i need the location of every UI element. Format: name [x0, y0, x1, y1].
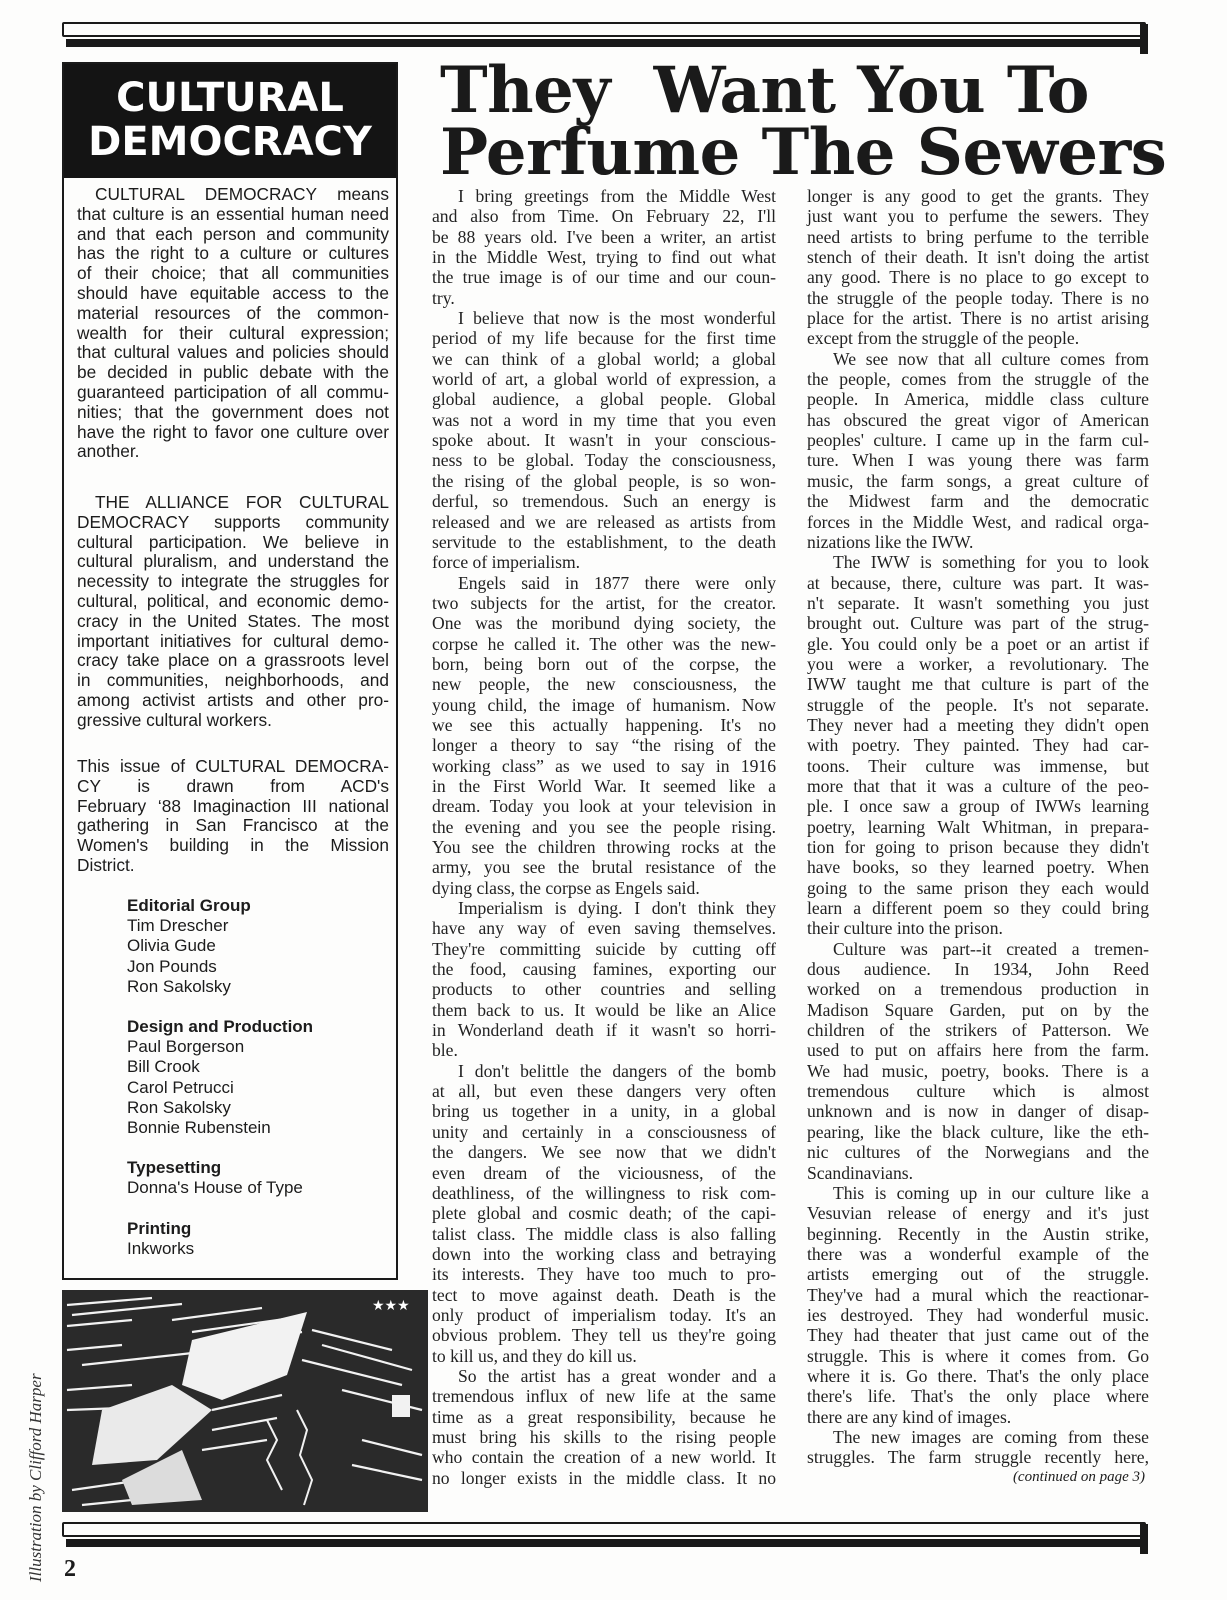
text-line: forces in the Middle West, and radical orga-	[807, 511, 1149, 532]
text-line: wealth for their cultural expression;	[77, 322, 389, 343]
text-line: struggle of the people. It's not separate.	[807, 694, 1149, 715]
text-line: One was the moribund dying society, the	[432, 613, 776, 634]
text-line: toons. Their culture was immense, but	[807, 755, 1149, 776]
text-line: cracy take place on a grassroots level	[77, 650, 389, 671]
text-line: corpse he called it. The other was the new-	[432, 633, 776, 654]
text-line: no longer exists in the middle class. It no	[432, 1467, 776, 1488]
text-line: learn a different poem so they could bring	[807, 898, 1149, 919]
text-line: people. In America, middle class culture	[807, 389, 1149, 410]
credit-name: Bill Crook	[127, 1057, 200, 1077]
text-line: tect to move against death. Death is the	[432, 1284, 776, 1305]
text-line: gressive cultural workers.	[77, 709, 272, 730]
text-line: tion for going to prison because they didn't	[807, 837, 1149, 857]
text-line: bring us together in a unity, in a global	[432, 1101, 776, 1122]
text-line: place for the artist. There is no artist arising	[807, 308, 1149, 329]
text-line: be decided in public debate with the	[77, 362, 389, 383]
credit-name: Carol Petrucci	[127, 1077, 234, 1097]
text-line: global audience, a global people. Global	[432, 389, 776, 410]
text-line: Madison Square Garden, put on by the	[807, 999, 1149, 1020]
text-line: gle. You could only be a poet or an artist if	[807, 633, 1149, 654]
article-column-1	[432, 186, 776, 1488]
credit-group	[127, 1158, 313, 1198]
headline-line: They Want You To	[440, 53, 1089, 128]
text-line: has the right to a culture or cultures	[77, 243, 389, 264]
article-paragraph	[807, 939, 1149, 1183]
text-line: We had music, poetry, books. There is a	[807, 1060, 1149, 1081]
bottom-rule-hook	[1140, 1524, 1148, 1554]
sidebar-paragraph	[77, 757, 389, 876]
text-line: unknown and is now in danger of disap-	[807, 1101, 1149, 1122]
text-line: army, you see the brutal resistance of the	[432, 857, 776, 878]
text-line: have the right to favor one culture over	[77, 421, 389, 442]
headline	[440, 53, 1167, 190]
text-line: IWW taught me that culture is part of the	[807, 674, 1149, 695]
continued-note: (continued on page 3)	[1012, 1469, 1145, 1485]
text-line: there are any kind of images.	[807, 1406, 1012, 1427]
text-line: the struggle of the people today. There is no	[807, 287, 1149, 308]
text-line: the true image is of our time and our coun-	[432, 267, 776, 288]
text-line: the food, causing famines, exporting our	[432, 959, 776, 980]
credit-group	[127, 1017, 313, 1138]
article-paragraph	[432, 1366, 776, 1488]
text-line: new people, the new consciousness, the	[432, 674, 776, 695]
text-line: Scandinavians.	[807, 1162, 914, 1183]
text-line: and that each person and community	[77, 223, 389, 244]
text-line: ple. I once saw a group of IWWs learning	[807, 796, 1149, 817]
text-line: just want you to perfume the sewers. They	[807, 206, 1149, 227]
text-line: February ‘88 Imaginaction III national	[77, 795, 389, 816]
text-line: at because, there, culture was part. It was-	[807, 572, 1149, 593]
text-line: This is coming up in our culture like a	[833, 1182, 1149, 1203]
credit-heading: Editorial Group	[127, 896, 251, 915]
headline-line: Perfume The Sewers	[440, 115, 1167, 190]
text-line: two subjects for the artist, for the creator.	[432, 592, 776, 613]
text-line: you were a worker, a revolutionary. The	[807, 653, 1149, 674]
bottom-rule-frame	[62, 1522, 1146, 1537]
article-column-2	[807, 186, 1149, 1468]
text-line: music, the farm songs, a great culture of	[807, 470, 1149, 491]
text-line: obvious problem. They tell us they're going	[432, 1325, 776, 1346]
text-line: the evening and you see the people rising.	[432, 816, 776, 837]
text-line: of their choice; that all communities	[77, 263, 389, 284]
text-line: Culture was part--it created a tremen-	[833, 938, 1149, 959]
text-line: longer a theory to say “the rising of the	[432, 735, 776, 756]
text-line: down into the working class and betraying	[432, 1243, 776, 1264]
text-line: in the Middle West, trying to find out what	[432, 247, 776, 268]
text-line: So the artist has a great wonder and a	[458, 1365, 776, 1386]
text-line: DEMOCRACY supports community	[77, 511, 389, 532]
text-line: used to put on affairs here from the farm.	[807, 1040, 1149, 1061]
credit-heading: Design and Production	[127, 1017, 314, 1037]
text-line: and also from Time. On February 22, I'll	[432, 206, 776, 227]
text-line: Women's building in the Mission	[77, 835, 389, 856]
credit-name: Donna's House of Type	[127, 1178, 303, 1198]
credit-name: Bonnie Rubenstein	[127, 1118, 271, 1138]
text-line: This issue of CULTURAL DEMOCRA-	[77, 756, 389, 776]
text-line: its interests. They have too much to pro-	[432, 1264, 776, 1285]
text-line: we can think of a global world; a global	[432, 348, 776, 369]
top-rule-bar	[66, 39, 1146, 47]
text-line: I bring greetings from the Middle West	[458, 186, 776, 206]
text-line: in the First World War. It seemed like a	[432, 775, 776, 796]
text-line: Imperialism is dying. I don't think they	[458, 898, 776, 919]
text-line: young child, the image of humanism. Now	[432, 694, 776, 715]
text-line: I believe that now is the most wonderful	[458, 308, 776, 329]
text-line: CY is drawn from ACD's	[77, 775, 389, 796]
text-line: that cultural values and policies should	[77, 342, 389, 363]
text-line: struggle. This is where it comes from. Go	[807, 1345, 1149, 1366]
text-line: gathering in San Francisco at the	[77, 815, 389, 836]
text-line: cultural pluralism, and understand the	[77, 551, 389, 572]
text-line: have any way of even saving themselves.	[432, 918, 776, 939]
text-line: that culture is an essential human need	[77, 203, 389, 224]
text-line: They've had a mural which the reactionar-	[807, 1284, 1149, 1305]
text-line: nic cultures of the Norwegians and the	[807, 1142, 1149, 1163]
text-line: talist class. The middle class is also falling	[432, 1223, 776, 1244]
text-line: peoples' culture. I came up in the farm cul-	[807, 430, 1149, 451]
text-line: going to the same prison they each would	[807, 877, 1149, 898]
text-line: stench of their death. It isn't doing the artist	[807, 247, 1149, 268]
text-line: only product of imperialism today. It's an	[432, 1304, 776, 1325]
credit-name: Olivia Gude	[127, 936, 216, 956]
sidebar-masthead	[64, 64, 396, 178]
text-line: brought out. Culture was part of the strug-	[807, 613, 1149, 634]
credit-heading: Printing	[127, 1218, 192, 1238]
text-line: District.	[77, 854, 135, 875]
credit-name: Ron Sakolsky	[127, 1097, 231, 1117]
text-line: must bring his skills to the rising people	[432, 1426, 776, 1447]
text-line: beginning. Recently in the Austin strike,	[807, 1223, 1149, 1244]
illustration-credit: Illustration by Clifford Harper	[26, 1373, 45, 1582]
credit-name: Inkworks	[127, 1238, 195, 1258]
text-line: has obscured the great vigor of American	[807, 409, 1149, 430]
text-line: where it is. Go there. That's the only place	[807, 1365, 1149, 1386]
text-line: They never had a meeting they didn't open	[807, 714, 1149, 735]
text-line: try.	[432, 287, 455, 308]
article-paragraph	[432, 1061, 776, 1366]
text-line: ies destroyed. They had wonderful music.	[807, 1304, 1149, 1325]
text-line: world of art, a global world of expression, a	[432, 369, 776, 390]
text-line: cultural participation. We believe in	[77, 531, 389, 552]
credit-name: Paul Borgerson	[127, 1037, 245, 1057]
text-line: I don't belittle the dangers of the bomb	[458, 1060, 776, 1081]
text-line: dying class, the corpse as Engels said.	[432, 877, 700, 898]
text-line: servitude to the establishment, to the death	[432, 531, 776, 552]
credit-name: Tim Drescher	[127, 916, 229, 936]
text-line: except from the struggle of the people.	[807, 328, 1080, 349]
text-line: should have equitable access to the	[77, 282, 389, 303]
text-line: They had theater that just came out of the	[807, 1325, 1149, 1346]
page-number: 2	[64, 1556, 76, 1582]
text-line: who contain the creation of a new world. It	[432, 1447, 776, 1468]
article-paragraph	[432, 308, 776, 572]
text-line: children of the strikers of Patterson. We	[807, 1020, 1149, 1041]
credit-group	[127, 896, 313, 997]
text-line: worked on a tremendous production in	[807, 979, 1149, 1000]
text-line: in communities, neighborhoods, and	[77, 670, 389, 691]
text-line: at all, but even these dangers very often	[432, 1081, 776, 1102]
text-line: artists emerging out of the struggle.	[807, 1264, 1149, 1285]
text-line: any good. There is no place to go except to	[807, 267, 1149, 288]
article-paragraph	[807, 552, 1149, 939]
text-line: need artists to bring perfume to the terrible	[807, 226, 1149, 247]
text-line: force of imperialism.	[432, 552, 581, 573]
text-line: tremendous culture which is almost	[807, 1081, 1149, 1102]
text-line: longer is any good to get the grants. They	[807, 186, 1149, 206]
text-line: material resources of the common-	[77, 302, 389, 323]
text-line: ness to be global. Today the consciousness,	[432, 450, 776, 471]
top-rule-frame	[62, 22, 1146, 37]
text-line: the rising of the global people, is so won-	[432, 470, 776, 491]
text-line: in Wonderland death if it wasn't so horri-	[432, 1020, 776, 1041]
text-line: pearing, like the black culture, like the eth-	[807, 1121, 1149, 1142]
text-line: THE ALLIANCE FOR CULTURAL	[95, 492, 389, 512]
text-line: ture. When I was young there was farm	[807, 450, 1149, 471]
bottom-rule-bar	[66, 1539, 1146, 1547]
sidebar-paragraph	[77, 493, 389, 731]
text-line: unity and certainly in a consciousness of	[432, 1121, 776, 1142]
text-line: them back to us. It would be like an Alice	[432, 999, 776, 1020]
article-paragraph	[432, 898, 776, 1061]
text-line: guaranteed participation of all commu-	[77, 381, 389, 402]
text-line: among activist artists and other pro-	[77, 689, 389, 710]
text-line: their culture into the prison.	[807, 918, 1003, 939]
text-line: cracy in the United States. The most	[77, 610, 389, 631]
text-line: there was a wonderful example of the	[807, 1243, 1149, 1264]
text-line: there's life. That's the only place where	[807, 1386, 1149, 1407]
text-line: period of my life because for the first time	[432, 328, 776, 349]
text-line: time as a great responsibility, because he	[432, 1406, 776, 1427]
text-line: n't separate. It wasn't something you just	[807, 592, 1149, 613]
text-line: We see now that all culture comes from	[833, 348, 1149, 369]
text-line: even dream of the viciousness, of the	[432, 1162, 776, 1183]
text-line: poetry, learning Walt Whitman, in prepara-	[807, 816, 1149, 837]
article-paragraph	[432, 573, 776, 899]
text-line: have books, so they learned poetry. When	[807, 857, 1149, 878]
text-line: we see this actually happening. It's no	[432, 714, 776, 735]
text-line: with poetry. They painted. They had car-	[807, 735, 1149, 756]
masthead-line: DEMOCRACY	[88, 119, 372, 165]
text-line: plete global and cosmic death; of the capi-	[432, 1203, 776, 1224]
woodcut-illustration	[62, 1290, 428, 1512]
text-line: the Midwest farm and the democratic	[807, 491, 1149, 512]
text-line: tremendous influx of new life at the same	[432, 1386, 776, 1407]
text-line: important initiatives for cultural demo-	[77, 630, 389, 651]
text-line: be 88 years old. I've been a writer, an artist	[432, 226, 776, 247]
text-line: Engels said in 1877 there were only	[458, 572, 776, 593]
top-rule-hook	[1140, 24, 1148, 54]
article-paragraph	[807, 349, 1149, 552]
stars-icon: ★★★	[372, 1298, 410, 1314]
text-line: CULTURAL DEMOCRACY means	[95, 184, 389, 204]
text-line: Vesuvian release of energy and it's just	[807, 1203, 1149, 1224]
text-line: nities; that the government does not	[77, 401, 389, 422]
text-line: necessity to integrate the struggles for	[77, 571, 389, 592]
credit-group	[127, 1219, 313, 1259]
text-line: was not a word in my time that you even	[432, 409, 776, 430]
text-line: The IWW is something for you to look	[833, 552, 1149, 573]
article-paragraph	[432, 186, 776, 308]
article-paragraph	[807, 186, 1149, 349]
text-line: more that that it was a culture of the peo-	[807, 775, 1149, 796]
masthead-line: CULTURAL	[116, 75, 344, 121]
text-line: dous audience. In 1934, John Reed	[807, 959, 1149, 980]
credit-name: Ron Sakolsky	[127, 976, 231, 996]
text-line: cultural, political, and economic demo-	[77, 590, 389, 611]
text-line: working class” as we used to say in 1916	[432, 755, 776, 776]
text-line: to kill us, and they do kill us.	[432, 1345, 637, 1366]
text-line: another.	[77, 441, 140, 462]
text-line: deathliness, of the willingness to risk com-	[432, 1182, 776, 1203]
text-line: nizations like the IWW.	[807, 531, 974, 552]
credits	[127, 896, 313, 1279]
text-line: born, being born out of the corpse, the	[432, 653, 776, 674]
text-line: They're committing suicide by cutting off	[432, 938, 776, 959]
article-paragraph	[807, 1183, 1149, 1427]
text-line: dream. Today you look at your television in	[432, 796, 776, 817]
text-line: the dangers. We see now that we didn't	[432, 1142, 776, 1163]
text-line: ble.	[432, 1040, 458, 1061]
text-line: spoke about. It wasn't in your conscious-	[432, 430, 776, 451]
article-paragraph	[807, 1427, 1149, 1468]
credit-name: Jon Pounds	[127, 956, 217, 976]
text-line: products to other countries and selling	[432, 979, 776, 1000]
text-line: The new images are coming from these	[833, 1426, 1149, 1447]
text-line: You see the children throwing rocks at the	[432, 837, 776, 857]
credit-heading: Typesetting	[127, 1158, 222, 1178]
text-line: the people, comes from the struggle of the	[807, 369, 1149, 390]
text-line: struggles. The farm struggle recently here,	[807, 1447, 1149, 1468]
sidebar-paragraph	[77, 185, 389, 462]
text-line: derful, so tremendous. Such an energy is	[432, 491, 776, 512]
text-line: released and we are released as artists from	[432, 511, 776, 532]
